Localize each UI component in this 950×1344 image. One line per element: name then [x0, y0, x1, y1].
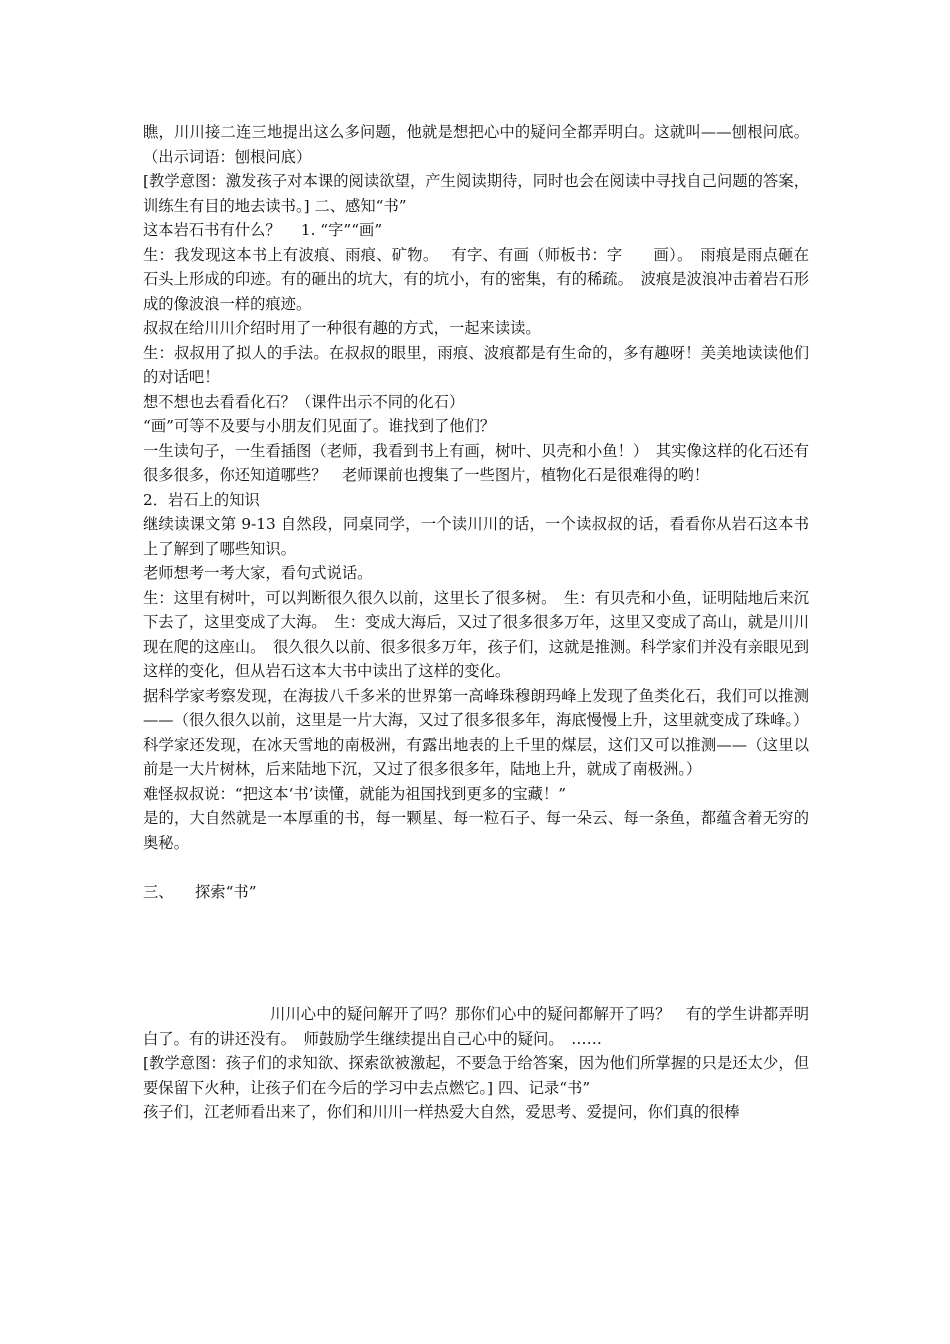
paragraph: 生：我发现这本书上有波痕、雨痕、矿物。 有字、有画（师板书：字 画）。 雨痕是雨点砸在石头上形成的印迹。有的砸出的坑大，有的坑小，有的密集，有的稀疏。 波痕是波浪冲击着岩石形成的像波浪一样的痕迹。 [143, 245, 809, 313]
paragraph: 难怪叔叔说：“把这本‘书’读懂，就能为祖国找到更多的宝藏！” [143, 784, 567, 803]
paragraph: 科学家还发现，在冰天雪地的南极洲，有露出地表的上千里的煤层，这们又可以推测——（这里以前是一大片树林，后来陆地下沉，又过了很多很多年，陆地上升，就成了南极洲。） [143, 735, 809, 778]
teaching-intent-paragraph: [教学意图：激发孩子对本课的阅读欲望，产生阅读期待，同时也会在阅读中寻找自己问题的答案，训练生有目的地去读书。] 二、感知“书” [143, 172, 809, 215]
paragraph: “画”可等不及要与小朋友们见面了。谁找到了他们？ [143, 417, 496, 435]
document-page [143, 120, 809, 1125]
section-number: 三、 [143, 882, 174, 901]
blank-space [143, 904, 809, 1002]
paragraph: 是的，大自然就是一本厚重的书，每一颗星、每一粒石子、每一朵云、每一条鱼，都蕴含着无穷的奥秘。 [143, 809, 809, 852]
subheading: 2．岩石上的知识 [143, 490, 260, 509]
section-heading [143, 880, 809, 905]
paragraph: 继续读课文第 9-13 自然段，同桌同学，一个读川川的话，一个读叔叔的话，看看你从岩石这本书上了解到了哪些知识。 [143, 515, 809, 558]
paragraph: 孩子们，江老师看出来了，你们和川川一样热爱大自然，爱思考、爱提问，你们真的很棒 [143, 1103, 740, 1121]
teaching-intent-paragraph: [教学意图：孩子们的求知欲、探索欲被激起，不要急于给答案，因为他们所掌握的只是还太少，但要保留下火种，让孩子们在今后的学习中去点燃它。] 四、记录“书” [143, 1054, 809, 1097]
section-title: 探索“书” [195, 882, 257, 901]
paragraph: 川川心中的疑问解开了吗？那你们心中的疑问都解开了吗？ 有的学生讲都弄明白了。有的讲还没有。 师鼓励学生继续提出自己心中的疑问。 …… [143, 1005, 809, 1048]
paragraph: 生：这里有树叶，可以判断很久很久以前，这里长了很多树。 生：有贝壳和小鱼，证明陆地后来沉下去了，这里变成了大海。 生：变成大海后，又过了很多很多万年，这里又变成了高山，就是川川现在爬的这座山。 很久很久以前、很多很多万年，孩子们，这就是推测。科学家们并没有亲眼见到这样的变化，但从岩石这本大书中读出了这样的变化。 [143, 588, 809, 680]
paragraph: 瞧，川川接二连三地提出这么多问题，他就是想把心中的疑问全都弄明白。这就叫——刨根问底。（出示词语：刨根问底） [143, 123, 809, 166]
paragraph: 这本岩石书有什么？ 1. “字”“画” [143, 221, 383, 239]
paragraph: 生：叔叔用了拟人的手法。在叔叔的眼里，雨痕、波痕都是有生命的，多有趣呀！美美地读读他们的对话吧！ [143, 343, 809, 386]
paragraph: 据科学家考察发现，在海拔八千多米的世界第一高峰珠穆朗玛峰上发现了鱼类化石，我们可以推测——（很久很久以前，这里是一片大海，又过了很多很多年，海底慢慢上升，这里就变成了珠峰。） [143, 686, 809, 729]
paragraph: 想不想也去看看化石？（课件出示不同的化石） [143, 392, 465, 411]
paragraph: 老师想考一考大家，看句式说话。 [143, 564, 373, 582]
paragraph: 叔叔在给川川介绍时用了一种很有趣的方式，一起来读读。 [143, 319, 541, 337]
paragraph: 一生读句子，一生看插图（老师，我看到书上有画，树叶、贝壳和小鱼！） 其实像这样的化石还有很多很多，你还知道哪些？ 老师课前也搜集了一些图片，植物化石是很难得的哟！ [143, 441, 809, 484]
